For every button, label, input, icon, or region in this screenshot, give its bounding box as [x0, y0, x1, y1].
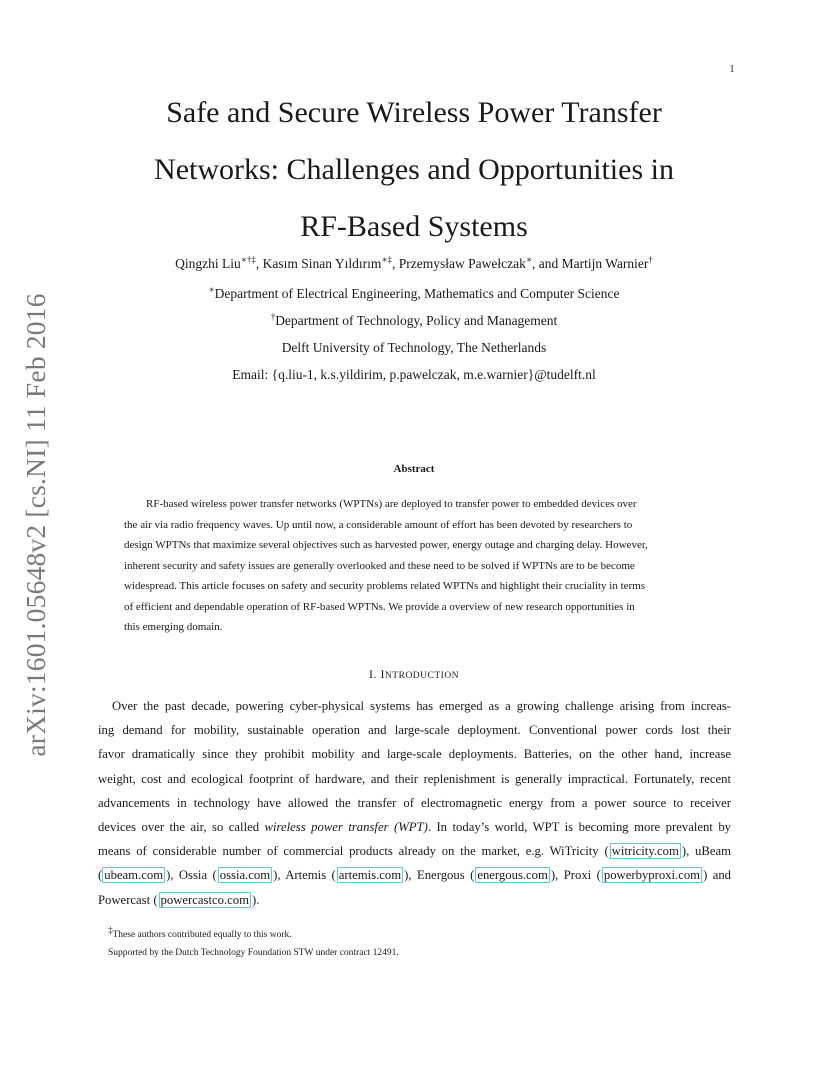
author-list — [90, 256, 738, 272]
arxiv-stamp: arXiv:1601.05648v2 [cs.NI] 11 Feb 2016 — [20, 293, 51, 757]
link-energous[interactable]: energous.com — [477, 868, 548, 883]
text-run: ), Ossia ( — [166, 868, 217, 883]
text-run: means of considerable number of commercial products already on the market, e.g. WiTricity ( — [98, 844, 609, 859]
abstract-line: of efficient and dependable operation of RF-based WPTNs. We provide a overview of new research opportunities in — [124, 600, 635, 613]
intro-line — [98, 815, 731, 839]
section-title-rest: NTRODUCTION — [384, 671, 460, 681]
intro-line: advancements in technology have allowed the transfer of electromagnetic energy from a power source to receiver — [98, 795, 731, 810]
abstract-line: this emerging domain. — [124, 621, 223, 633]
affil-mark: † — [270, 311, 276, 322]
wpt-term: wireless power transfer (WPT) — [264, 820, 428, 835]
university: Delft University of Technology, The Netherlands — [281, 340, 547, 355]
affiliation-1 — [90, 286, 738, 302]
title-line-3: RF-Based Systems — [300, 210, 528, 243]
abstract-line: the air via radio frequency waves. Up until now, a considerable amount of effort has been devoted by researchers to — [124, 518, 633, 531]
author-affil-marks: † — [648, 254, 653, 265]
abstract-line: design WPTNs that maximize several objectives such as harvested power, energy outage and charging delay. However, — [124, 539, 648, 551]
abstract-line: RF-based wireless power transfer networks (WPTNs) are deployed to transfer power to embedded devices over — [146, 498, 637, 510]
intro-line: weight, cost and ecological footprint of hardware, and their replenishment is generally impractical. Fortunately, recent — [98, 771, 731, 786]
footnote-mark: ‡ — [108, 925, 113, 935]
author-affil-marks: ∗ — [525, 254, 532, 265]
footnote-text: These authors contributed equally to this work. — [112, 930, 292, 941]
author-separator: , and — [531, 256, 562, 271]
author-separator: , — [255, 256, 263, 271]
text-run: ), Proxi ( — [550, 868, 601, 883]
author-name: Qingzhi Liu — [175, 256, 241, 271]
intro-line: ing demand for mobility, sustainable operation and large-scale deployment. Conventional power cords lost their — [98, 723, 731, 738]
footnote-equal-contribution — [108, 925, 292, 941]
link-proxi[interactable]: powerbyproxi.com — [603, 868, 701, 883]
link-artemis[interactable]: artemis.com — [338, 868, 402, 883]
text-run: ) and — [703, 868, 732, 883]
intro-line: favor dramatically since they prohibit mobility and large-scale deployments. Batteries, on the other hand, increase — [98, 747, 731, 762]
page-number: 1 — [729, 64, 735, 75]
section-heading — [90, 667, 738, 682]
author-name: Kasım Sinan Yıldırım — [262, 256, 382, 271]
affiliation-2 — [90, 313, 738, 329]
author-affil-marks: ∗†‡ — [240, 254, 256, 265]
author-name: Przemysław Pawełczak — [398, 256, 526, 271]
text-run: ), Artemis ( — [273, 868, 336, 883]
affil-text: Department of Technology, Policy and Management — [275, 313, 558, 328]
paper-title — [90, 84, 738, 255]
text-run: devices over the air, so called — [98, 820, 265, 835]
title-line-1: Safe and Secure Wireless Power Transfer — [166, 96, 662, 129]
intro-paragraph — [98, 694, 731, 912]
intro-line — [98, 888, 731, 912]
email-line: Email: {q.liu-1, k.s.yildirim, p.pawelczak, m.e.warnier}@tudelft.nl — [232, 367, 596, 382]
author-name: Martijn Warnier — [561, 256, 649, 271]
text-run: ). — [251, 892, 260, 907]
intro-line: ( ubeam.com ), Ossia ( ossia.com ), Artemis ( artemis.com ), Energous ( energous.com ), Proxi ( powerbyproxi.com ) and — [98, 868, 732, 883]
author-separator: , — [392, 256, 399, 271]
footnote-support: Supported by the Dutch Technology Foundation STW under contract 12491. — [108, 948, 399, 958]
text-run: ), uBeam — [681, 844, 731, 859]
title-line-2: Networks: Challenges and Opportunities in — [154, 153, 674, 186]
text-run: . In today’s world, WPT is becoming more prevalent by — [427, 820, 732, 835]
link-witricity[interactable]: witricity.com — [611, 844, 679, 859]
section-number: I. — [368, 667, 377, 681]
section-title-initial: I — [380, 667, 385, 681]
link-powercast[interactable]: powercastco.com — [160, 892, 249, 907]
abstract-line: widespread. This article focuses on safety and security problems related WPTNs and highlight their cruciality in terms — [124, 580, 646, 592]
affil-mark: ∗ — [208, 284, 215, 295]
abstract-line: inherent security and safety issues are generally overlooked and these need to be solved if WPTNs are to be become — [124, 559, 635, 572]
link-ubeam[interactable]: ubeam.com — [104, 868, 164, 883]
intro-line: Over the past decade, powering cyber-physical systems has emerged as a growing challenge arising from increas- — [112, 699, 731, 713]
text-run: Powercast ( — [98, 892, 158, 907]
link-ossia[interactable]: ossia.com — [219, 868, 271, 883]
affil-text: Department of Electrical Engineering, Mathematics and Computer Science — [214, 286, 620, 301]
text-run: ), Energous ( — [404, 868, 475, 883]
author-affil-marks: ∗‡ — [381, 254, 393, 265]
abstract-body — [124, 494, 704, 638]
abstract-heading: Abstract — [393, 463, 435, 475]
intro-line — [98, 839, 731, 863]
